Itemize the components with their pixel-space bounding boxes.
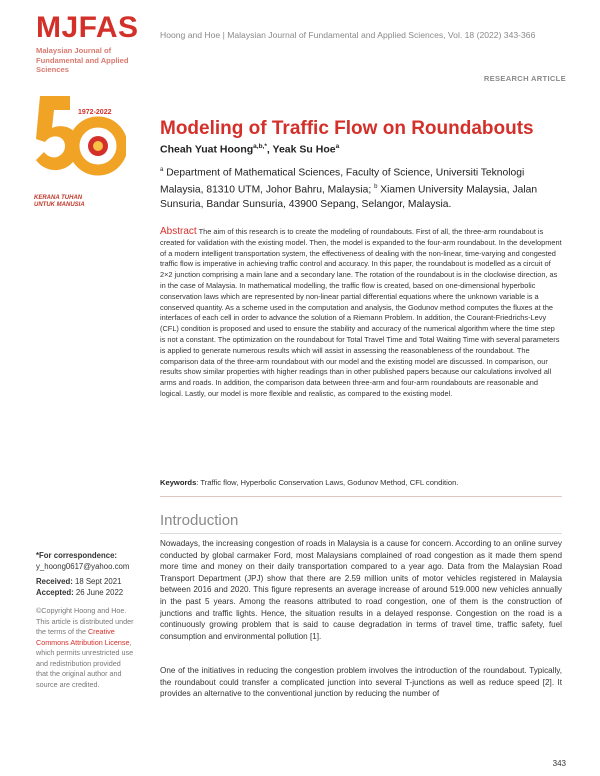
keywords <box>160 478 560 487</box>
abstract-text: The aim of this research is to create the modeling of roundabouts. First of all, the three-arm roundabout is created for validation with the existing model. Then, the model is expanded to the four-arm roundabout. In the development of a modern intelligent transportation system, the effectiveness of dealing with the non-linear, time-varying and congested traffic flow is imperative in achieving traffic control and accuracy. In this paper, the roundabout is modelled as a circuit of 2×2 junction comprising a main lane and a secondary lane. The rotation of the roundabout is in the clockwise direction, as in the case of Malaysia. In mathematical modelling, the traffic flow is created, based on one-dimensional hyperbolic conservation laws which are represented by non-linear partial differential equations where the unknown variable is a conserved quantity. As a scheme used in the computation and analysis, the Godunov method computes the fluxes at the interfaces of each cell in order to advance the solution of a Riemann Problem. In addition, the Courant-Friedrichs-Levy (CFL) condition is proposed and used to ensure the stability and accuracy of the numerical algorithm where the time step is not a constant. The optimization on the roundabout for Total Travel Time and Total Waiting Time with several parameters is applied to generate numerous results which will assist in assessing the reasonableness of the roundabout. The comparison data of the three-arm roundabout with our model and the existing model are discussed. In comparison, our results show similar properties with higher readings than in other published papers because our calculations involved all arms and roads. In addition, the comparison data between three-arm and four-arm roundabouts are reasonable and logical. Lastly, our model is more flexible and realistic, as compared to the existing model. <box>160 227 562 398</box>
received-date <box>36 576 136 587</box>
journal-name: Malaysian Journal of Fundamental and Applied Sciences <box>36 46 129 74</box>
license-link[interactable]: Creative Commons Attribution License <box>36 627 130 647</box>
running-header: Hoong and Hoe | Malaysian Journal of Fundamental and Applied Sciences, Vol. 18 (2022) 343-366 <box>160 30 536 40</box>
affiliation-a: Department of Mathematical Sciences, Faculty of Science, Universiti Teknologi Malaysia, 81310 UTM, Johor Bahru, Malaysia; <box>160 167 525 196</box>
received-label: Received: <box>36 577 73 586</box>
copyright-text: ©Copyright Hoong and Hoe. This article is distributed under the terms of the <box>36 606 134 636</box>
abstract <box>160 227 562 400</box>
journal-logo: MJFAS <box>36 11 139 44</box>
emblem-years: 1972-2022 <box>78 109 112 116</box>
article-title: Modeling of Traffic Flow on Roundabouts <box>160 118 534 139</box>
correspondence-label: *For correspondence: <box>36 551 118 560</box>
copyright-text-end: , which permits unrestricted use and redistribution provided that the original author and source are credited. <box>36 637 134 689</box>
correspondence-email[interactable]: y_hoong0617@yahoo.com <box>36 562 130 571</box>
affiliation-b: Xiamen University Malaysia, Jalan Sunsuria, Bandar Sunsuria, 43900 Sepang, Selangor, Malaysia. <box>160 184 538 210</box>
author-affil-sup: a,b,* <box>253 143 267 150</box>
author-name: Cheah Yuat Hoong <box>160 143 254 156</box>
affiliations: $^a$ Department of Mathematical Sciences, Faculty of Science, Universiti Teknologi Malaysia, 81310 UTM, Johor Bahru, Malaysia; $^b$ Xiamen University Malaysia, Jalan Sunsuria, Bandar Sunsuria, 43900 Sepang, Selangor, Malaysia. <box>160 167 538 210</box>
divider <box>160 533 562 534</box>
author-name: Yeak Su Hoe <box>272 143 336 156</box>
keywords-text: : Traffic flow, Hyperbolic Conservation Laws, Godunov Method, CFL condition. <box>196 478 459 487</box>
received-value: 18 Sept 2021 <box>75 577 122 586</box>
author-affil-sup: a <box>335 143 340 150</box>
intro-paragraph-1: Nowadays, the increasing congestion of roads in Malaysia is a cause for concern. According to an online survey conducted by global carmaker Ford, most Malaysians complained of road congestion as it made them spend more time and money on their daily transportation compared to a year ago. Data from the Malaysian Road Transport Department (JPJ) show that there are 2.59 million units of motor vehicles registered in Malaysia between 2016 and 2020. This figure represents an average increase of around 519.000 new vehicles annually in the past 5 years. Among the reasons attributed to road congestion, one of them is the construction of junctions and traffic lights. Hence, the situation results in a delayed response. Congestion on the road is a continuously growing problem that is said to cause degradation in terms of travel time, traffic safety, fuel consumption and environmental pollution [1]. <box>160 539 562 641</box>
emblem-caption: KERANA TUHAN UNTUK MANUSIA <box>34 195 85 208</box>
abstract-heading: Abstract <box>160 226 197 237</box>
anniversary-emblem <box>34 94 126 192</box>
intro-paragraph-2: One of the initiatives in reducing the congestion problem involves the introduction of the roundabout. Typically, the roundabout could transfer a complicated junction into several T-junctions as well as reduce speed [2]. It provides an alternative to the conventional junction by reducing the number of <box>160 666 562 699</box>
page-number: 343 <box>552 759 566 768</box>
author-list: Cheah Yuat Hoong$^{a,b,*}$, Yeak Su Hoe$^a$ <box>160 143 340 156</box>
article-type-label: RESEARCH ARTICLE <box>483 74 566 83</box>
accepted-label: Accepted: <box>36 588 74 597</box>
accepted-date <box>36 587 136 598</box>
divider <box>160 496 562 497</box>
section-heading-introduction: Introduction <box>160 512 239 529</box>
accepted-value: 26 June 2022 <box>75 588 124 597</box>
keywords-label: Keywords <box>160 478 197 487</box>
copyright-notice <box>36 606 134 690</box>
